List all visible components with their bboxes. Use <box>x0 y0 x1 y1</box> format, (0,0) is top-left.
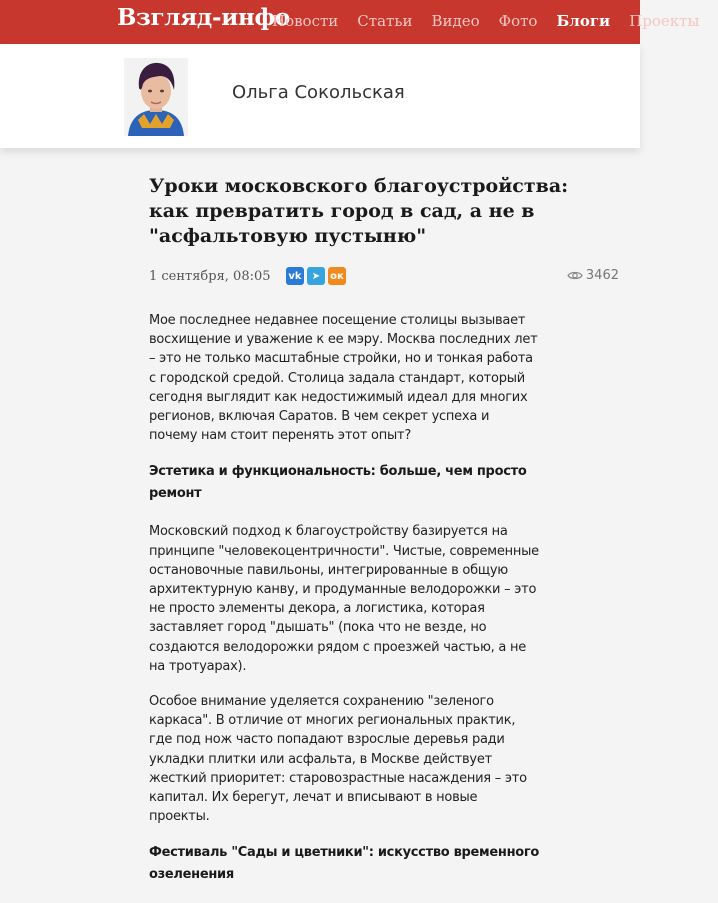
telegram-icon[interactable]: ➤ <box>307 267 325 285</box>
author-portrait-image <box>124 58 188 136</box>
article-title: Уроки московского благоустройства: как превратить город в сад, а не в "асфальтовую пустыню" <box>149 175 569 247</box>
author-avatar[interactable] <box>124 58 188 136</box>
views-counter <box>567 268 619 283</box>
site-logo[interactable]: Взгляд-инфо <box>117 4 290 31</box>
article-body <box>149 311 539 886</box>
vk-icon[interactable]: vk <box>286 267 304 285</box>
author-name[interactable]: Ольга Сокольская <box>232 82 405 103</box>
article-paragraph: Московский подход к благоустройству базируется на принципе "человекоцентричности". Чистые, современные остановочные павильоны, интегрированные в общую архитектурную канву, и продуманные велодорожки – это не просто элементы декора, а логистика, которая заставляет город "дышать" (пока что не везде, но создаются велодорожки рядом с проезжей частью, а не на тротуарах). <box>149 524 539 674</box>
share-buttons <box>286 267 349 285</box>
article-subheading: Фестиваль "Сады и цветники": искусство временного озеленения <box>149 845 540 883</box>
nav-item-2[interactable]: Видео <box>431 12 480 30</box>
nav-item-0[interactable]: Новости <box>272 12 339 30</box>
nav-item-3[interactable]: Фото <box>498 12 538 30</box>
eye-icon <box>567 270 583 281</box>
article-subheading: Эстетика и функциональность: больше, чем просто ремонт <box>149 464 527 502</box>
views-count: 3462 <box>585 268 619 283</box>
odnoklassniki-icon[interactable]: ок <box>328 267 346 285</box>
article <box>149 174 619 903</box>
publish-date: 1 сентября, 08:05 <box>149 269 271 284</box>
article-paragraph: Мое последнее недавнее посещение столицы вызывает восхищение и уважение к ее мэру. Москва последних лет – это не только масштабные стройки, но и тонкая работа с городской средой. Столица задала стандарт, который сегодня выглядит как недостижимый идеал для многих регионов, включая Саратов. В чем секрет успеха и почему нам стоит перенять этот опыт? <box>149 313 538 444</box>
main-nav <box>272 12 718 30</box>
article-paragraph: Особое внимание уделяется сохранению "зеленого каркаса". В отличие от многих региональных практик, где под нож часто попадают взрослые деревья ради укладки плитки или асфальта, в Москве действует жесткий приоритет: старовозрастные насаждения – это капитал. Их берегут, лечат и вписывают в новые проекты. <box>149 694 527 825</box>
article-meta <box>149 265 619 289</box>
nav-item-5[interactable]: Проекты <box>629 12 700 30</box>
nav-item-4[interactable]: Блоги <box>556 12 611 30</box>
author-header <box>0 44 640 148</box>
top-navigation-bar <box>0 0 700 44</box>
nav-item-1[interactable]: Статьи <box>357 12 413 30</box>
